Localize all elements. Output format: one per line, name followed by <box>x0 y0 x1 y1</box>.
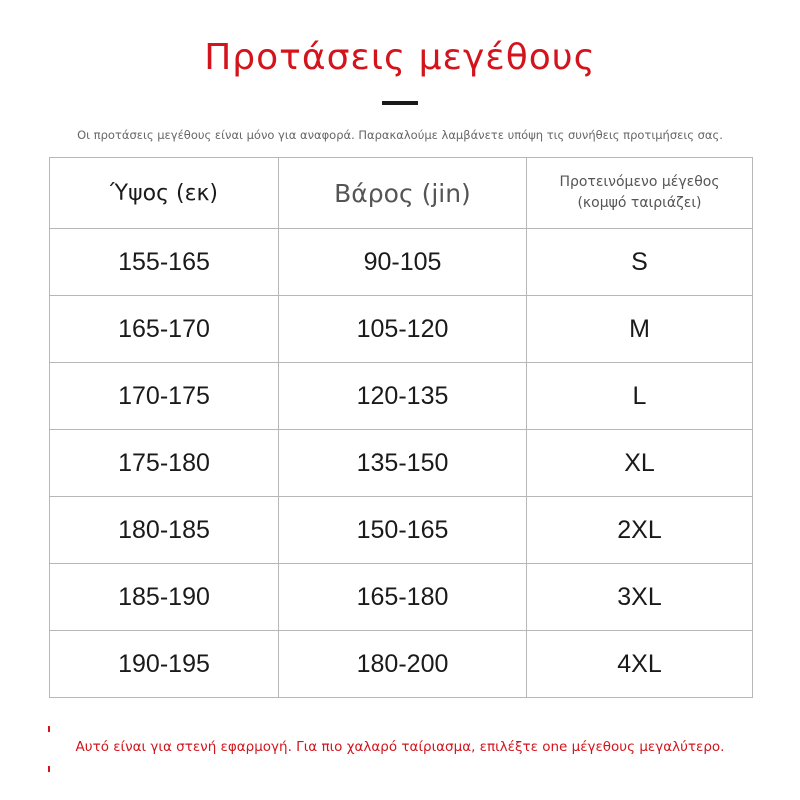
page-subtitle: Οι προτάσεις μεγέθους είναι μόνο για αναφορά. Παρακαλούμε λαμβάνετε υπόψη τις συνήθεις προτιμήσεις σας. <box>77 128 723 142</box>
cell-weight: 105-120 <box>279 296 527 363</box>
cell-size: XL <box>527 430 753 497</box>
table-row <box>50 296 753 363</box>
table-row <box>50 631 753 698</box>
cell-height: 155-165 <box>50 229 279 296</box>
cell-height: 170-175 <box>50 363 279 430</box>
header-size-line2: (κομψό ταιριάζει) <box>577 195 702 211</box>
cell-size: 2XL <box>527 497 753 564</box>
title-underline <box>382 101 418 105</box>
cell-size: M <box>527 296 753 363</box>
cell-weight: 90-105 <box>279 229 527 296</box>
header-height <box>50 158 279 229</box>
table-row <box>50 497 753 564</box>
cell-weight: 135-150 <box>279 430 527 497</box>
header-weight-label: Βάρος (jin) <box>334 178 471 208</box>
cell-weight: 150-165 <box>279 497 527 564</box>
header-weight <box>279 158 527 229</box>
cell-size: 3XL <box>527 564 753 631</box>
table-header-row <box>50 158 753 229</box>
header-size-label <box>540 172 740 214</box>
fit-footnote: Αυτό είναι για στενή εφαρμογή. Για πιο χαλαρό ταίριασμα, επιλέξτε one μέγεθους μεγαλύτερο. <box>75 739 725 755</box>
cell-height: 190-195 <box>50 631 279 698</box>
cell-size: 4XL <box>527 631 753 698</box>
cell-height: 175-180 <box>50 430 279 497</box>
table-row <box>50 363 753 430</box>
decorative-tick-bottom <box>48 766 50 772</box>
cell-height: 180-185 <box>50 497 279 564</box>
page-title: Προτάσεις μεγέθους <box>204 37 596 78</box>
decorative-tick-top <box>48 726 50 732</box>
size-chart-table <box>49 157 753 698</box>
cell-size: L <box>527 363 753 430</box>
header-size-line1: Προτεινόμενο μέγεθος <box>559 174 720 190</box>
table-row <box>50 229 753 296</box>
cell-height: 185-190 <box>50 564 279 631</box>
header-size <box>527 158 753 229</box>
cell-weight: 120-135 <box>279 363 527 430</box>
cell-weight: 180-200 <box>279 631 527 698</box>
cell-size: S <box>527 229 753 296</box>
header-height-label: Ύψος (εκ) <box>109 180 219 206</box>
table-row <box>50 564 753 631</box>
cell-weight: 165-180 <box>279 564 527 631</box>
cell-height: 165-170 <box>50 296 279 363</box>
table-row <box>50 430 753 497</box>
